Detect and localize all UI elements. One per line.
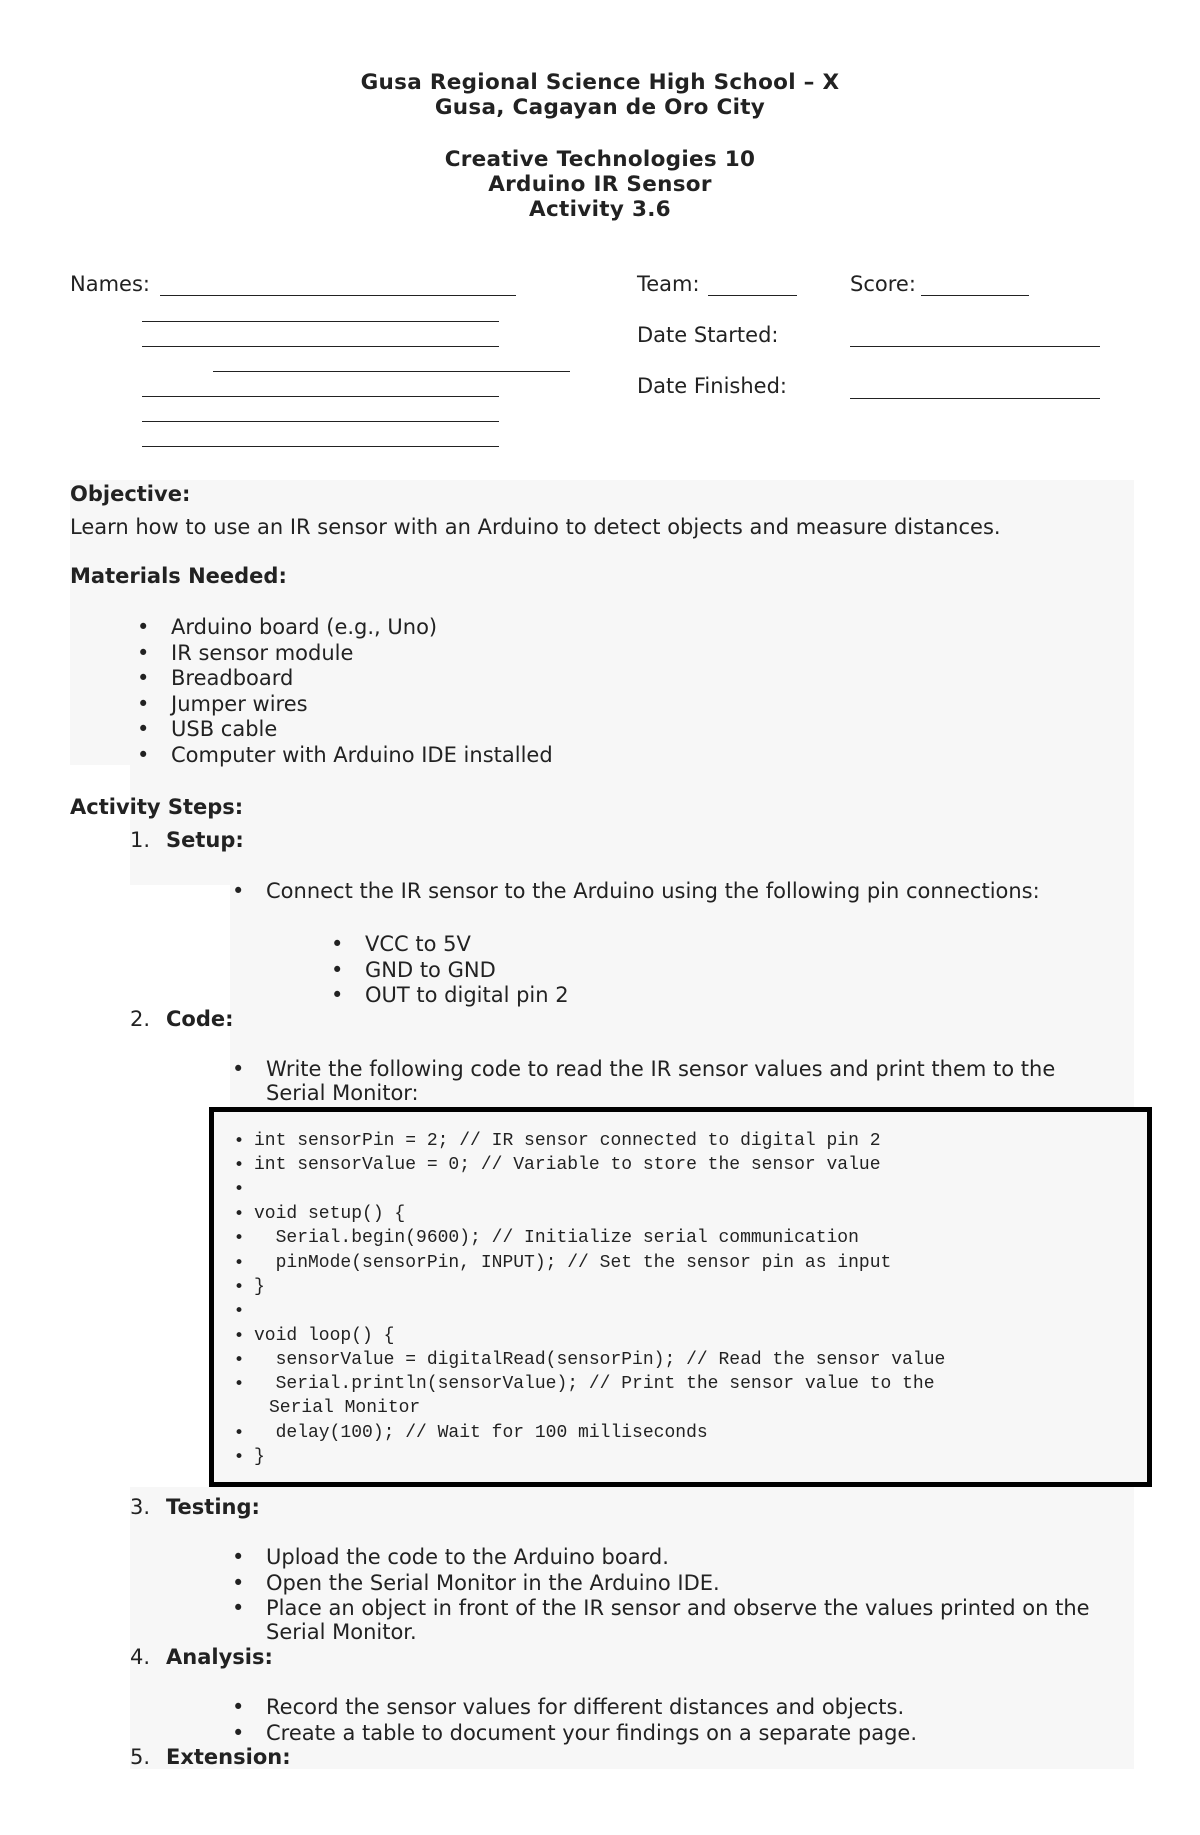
list-item: • USB cable — [137, 717, 278, 741]
list-item: • Create a table to document your findings on a separate page. — [232, 1720, 917, 1745]
date-finished-line[interactable] — [850, 398, 1100, 399]
name-line-6[interactable] — [142, 421, 499, 422]
list-item: • GND to GND — [331, 957, 496, 982]
name-line-7[interactable] — [142, 446, 499, 447]
school-address: Gusa, Cagayan de Oro City — [434, 95, 766, 120]
list-item: • Write the following code to read the IR sensor values and print them to the Serial Monitor: — [232, 1057, 1056, 1105]
pin-list — [331, 932, 569, 1009]
code-list — [232, 1057, 1116, 1105]
list-item: • Jumper wires — [137, 691, 308, 716]
subject-title: Creative Technologies 10 — [444, 147, 756, 172]
score-label: Score: — [850, 272, 916, 296]
setup-list — [232, 879, 1116, 905]
list-item: • Computer with Arduino IDE installed — [137, 742, 553, 767]
shade-block-2 — [130, 765, 1134, 885]
list-item: • IR sensor module — [137, 640, 354, 665]
list-item: • Upload the code to the Arduino board. — [232, 1545, 669, 1569]
objective-text: Learn how to use an IR sensor with an Arduino to detect objects and measure distances. — [70, 515, 1001, 539]
list-item: • Arduino board (e.g., Uno) — [137, 615, 438, 639]
date-started-line[interactable] — [850, 346, 1100, 347]
name-line-1[interactable] — [160, 295, 516, 296]
materials-title: Materials Needed: — [70, 564, 287, 588]
list-item: • Connect the IR sensor to the Arduino using the following pin connections: — [232, 879, 1040, 903]
list-item: • VCC to 5V — [331, 932, 471, 956]
date-finished-label: Date Finished: — [637, 374, 787, 398]
code-block: • int sensorPin = 2; // IR sensor connected to digital pin 2 • int sensorValue = 0; // Variable to store the sensor value • • void setup() { • Serial.begin(9600); // Initialize serial communication • pinMode(sensorPin, INPUT); // Set the sensor pin as input • } • • void loop() { • sensorValue = digitalRead(sensorPin); // Read the sensor value • Serial.println(sensorValue); // Print the sensor value to the Serial Monitor • delay(100); // Wait for 100 milliseconds • } — [209, 1107, 1152, 1487]
activity-steps-title: Activity Steps: — [70, 795, 244, 819]
name-line-5[interactable] — [142, 396, 499, 397]
score-line[interactable] — [921, 295, 1029, 296]
list-item: • OUT to digital pin 2 — [331, 983, 569, 1007]
school-name: Gusa Regional Science High School – X — [360, 70, 840, 95]
objective-title: Objective: — [70, 482, 191, 506]
materials-list — [137, 615, 553, 768]
analysis-list — [232, 1695, 1126, 1746]
list-item: • Open the Serial Monitor in the Arduino IDE. — [232, 1570, 720, 1595]
testing-list — [232, 1545, 1126, 1644]
list-item: • Record the sensor values for different distances and objects. — [232, 1695, 905, 1719]
name-line-3[interactable] — [142, 346, 499, 347]
team-label: Team: — [637, 272, 700, 296]
name-line-2[interactable] — [142, 321, 499, 322]
topic-title: Arduino IR Sensor — [488, 172, 712, 197]
list-item: • Place an object in front of the IR sensor and observe the values printed on the Serial Monitor. — [232, 1596, 1090, 1644]
name-line-4[interactable] — [213, 371, 570, 372]
list-item: • Breadboard — [137, 666, 294, 690]
date-started-label: Date Started: — [637, 323, 779, 347]
names-label: Names: — [70, 272, 150, 296]
team-line[interactable] — [708, 295, 797, 296]
activity-title: Activity 3.6 — [529, 197, 671, 222]
